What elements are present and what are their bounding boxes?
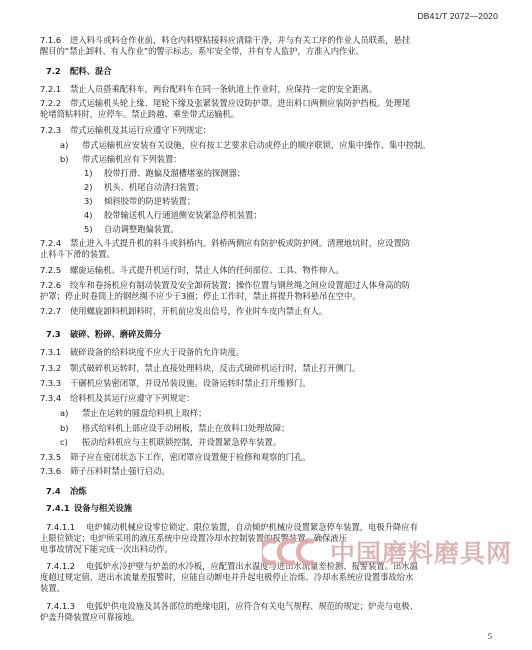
clause-text: 颚式破碎机运转时，禁止直接处理料块，反击式破碎机运行时，禁止打开侧门。: [70, 363, 361, 373]
clause-text: 进入料斗或料仓作业前，料仓内料壁粘接料应清除干净，并与有关工序的作业人员联系，悬挂: [70, 35, 411, 45]
clause-number: 7.1.6: [40, 35, 62, 45]
clause-text: 振动给料机应与主机联锁控制，并设置紧急停车装置。: [82, 437, 282, 447]
clause-continuation: 装置。: [40, 583, 65, 593]
clause-number: 7.3.2: [40, 363, 62, 373]
clause-number: 7.2.1: [40, 84, 62, 94]
watermark-logo-icon: [262, 536, 324, 568]
clause-number: 7.2: [46, 66, 61, 76]
clause-text: 电弧炉供电设施及其各部位的绝缘电阻，应符合有关电气规程、规范的规定；炉壳与电极、: [86, 601, 418, 611]
clause-text: 带式运输机应有下列装置：: [82, 154, 182, 164]
clause-continuation: 电事故情况下能完成一次出料动作。: [40, 544, 173, 554]
clause-text: 带式运输机应安装有关设施，应有按工艺要求启动或停止的顺序联锁，应集中操作、集中控制。: [82, 140, 431, 150]
clause-text: 筛子应在密闭状态下工作，密闭罩应设置便于检修和观察的门孔。: [70, 452, 311, 462]
watermark-text: 中国磨料磨具网: [330, 539, 513, 568]
clause-text: 自动调整跑偏装置。: [104, 224, 179, 234]
clause-number: 1): [84, 168, 93, 178]
clause-continuation: 止料斗下滑的装置。: [40, 249, 115, 259]
clause-number: 7.4.1.1: [46, 522, 76, 532]
clause-number: 7.4.1.2: [46, 561, 76, 571]
clause-text: 禁止在运转的圆盘给料机上取样；: [82, 408, 207, 418]
clause-text: 使用螺旋卸料机卸料时，开机前应发出信号，作业时车皮内禁止有人。: [70, 306, 328, 316]
clause-number: 7.3.1: [40, 347, 62, 357]
clause-text: 电弧炉水冷护壁与炉盖的水冷板，应配置出水温度与进出水流量差检测、报警装置。出水温: [86, 561, 418, 571]
clause-number: 7.3: [46, 329, 61, 339]
clause-text: 给料机及其运行应遵守下列规定：: [70, 393, 195, 403]
clause-text: 倾斜胶带的防逆转装置；: [104, 196, 196, 206]
clause-continuation: 醒目的“禁止卸料、有人作业”的警示标志，系牢安全带，并有专人监护，方准入内作业。: [40, 46, 364, 56]
clause-number: 5): [84, 224, 93, 234]
section-heading: 配料、混合: [70, 66, 112, 76]
clause-number: a): [60, 140, 69, 150]
clause-text: 带式运输机及其运行应遵守下列规定：: [70, 125, 212, 135]
clause-number: 7.3.3: [40, 378, 62, 388]
section-heading: 设备与相关设施: [74, 503, 133, 513]
clause-number: 3): [84, 196, 93, 206]
clause-number: 7.3.4: [40, 393, 62, 403]
clause-number: c): [60, 437, 68, 447]
clause-number: 7.2.2: [40, 98, 62, 108]
clause-text: 带式运输机头轮上缘、尾轮下缘及张紧装置应设防护罩。进出料口两侧应装防护挡板。处理尾: [70, 98, 411, 108]
clause-number: 7.3.5: [40, 452, 62, 462]
clause-number: b): [60, 154, 69, 164]
clause-text: 禁止人员搭乘配料车，两台配料车在同一条轨道上作业时，应保持一定的安全距离。: [70, 84, 377, 94]
clause-text: 胶带输送机人行通道侧安装紧急停机装置；: [104, 210, 262, 220]
clause-text: 机头、机尾自动清扫装置；: [104, 182, 204, 192]
clause-text: 胶带打滑、跑偏及溜槽堵塞的探测器；: [104, 168, 246, 178]
clause-text: 筛子压料时禁止强行启动。: [70, 466, 170, 476]
clause-continuation: 轮堵筒粘料时，应停车。禁止跨越、乘坐带式运输机。: [40, 109, 240, 119]
clause-number: b): [60, 423, 69, 433]
clause-text: 破碎设备的给料块度不应大于设备的允许块度。: [70, 347, 245, 357]
clause-text: 禁止进入斗式提升机的料斗或斜桥内。斜桥两侧应有防护板或防护网。清理地坑时，应设置防: [70, 238, 411, 248]
clause-text: 绞车和卷扬机应有制动装置及安全卸荷装置；操作位置与钢丝绳之间应设置超过人体身高的防: [70, 280, 411, 290]
clause-continuation: 护罩；停止时卷筒上的钢丝绳不应少于3圈；停止工作时，禁止将提升物料悬吊在空中。: [40, 291, 361, 301]
clause-text: 格式给料机上部应设手动闸板，禁止在放料口处理故障；: [82, 423, 290, 433]
clause-number: 7.4: [46, 486, 61, 496]
clause-continuation: 上限位锁定；电炉所采用的液压系统中应设置冷却水控制装置的报警装置，确保液压: [40, 533, 347, 543]
clause-text: 螺旋运输机、斗式提升机运行时，禁止人体的任何部位、工具、物件伸入。: [70, 265, 344, 275]
section-heading: 冶炼: [70, 486, 87, 496]
clause-text: 电炉倾动机械应设零位锁定、限位装置，自动倾炉机械应设置紧急停车装置，电极升降应有: [86, 522, 418, 532]
clause-continuation: 度超过规定值、进出水流量差报警时，应能自动断电并升起电极停止冶炼。冷却水系统应设置事故给水: [40, 572, 414, 582]
standard-id-header: DB41/T 2072—2020: [417, 11, 498, 21]
clause-number: a): [60, 408, 69, 418]
clause-number: 7.2.4: [40, 238, 62, 248]
clause-number: 4): [84, 210, 93, 220]
clause-continuation: 炉盖升降装置应可靠接地。: [40, 612, 140, 622]
clause-number: 7.2.5: [40, 265, 62, 275]
clause-number: 7.3.6: [40, 466, 62, 476]
watermark: [262, 534, 512, 570]
page-number: 5: [487, 631, 492, 641]
clause-number: 7.4.1: [46, 503, 70, 513]
clause-number: 7.2.6: [40, 280, 62, 290]
clause-text: 干碾机应装密闭罩，并设吊装设施。设备运转时禁止打开维修门。: [70, 378, 311, 388]
clause-number: 7.4.1.3: [46, 601, 76, 611]
clause-number: 7.2.7: [40, 306, 62, 316]
clause-number: 2): [84, 182, 93, 192]
clause-number: 7.2.3: [40, 125, 62, 135]
section-heading: 破碎、粉碎、磨碎及筛分: [70, 329, 162, 339]
